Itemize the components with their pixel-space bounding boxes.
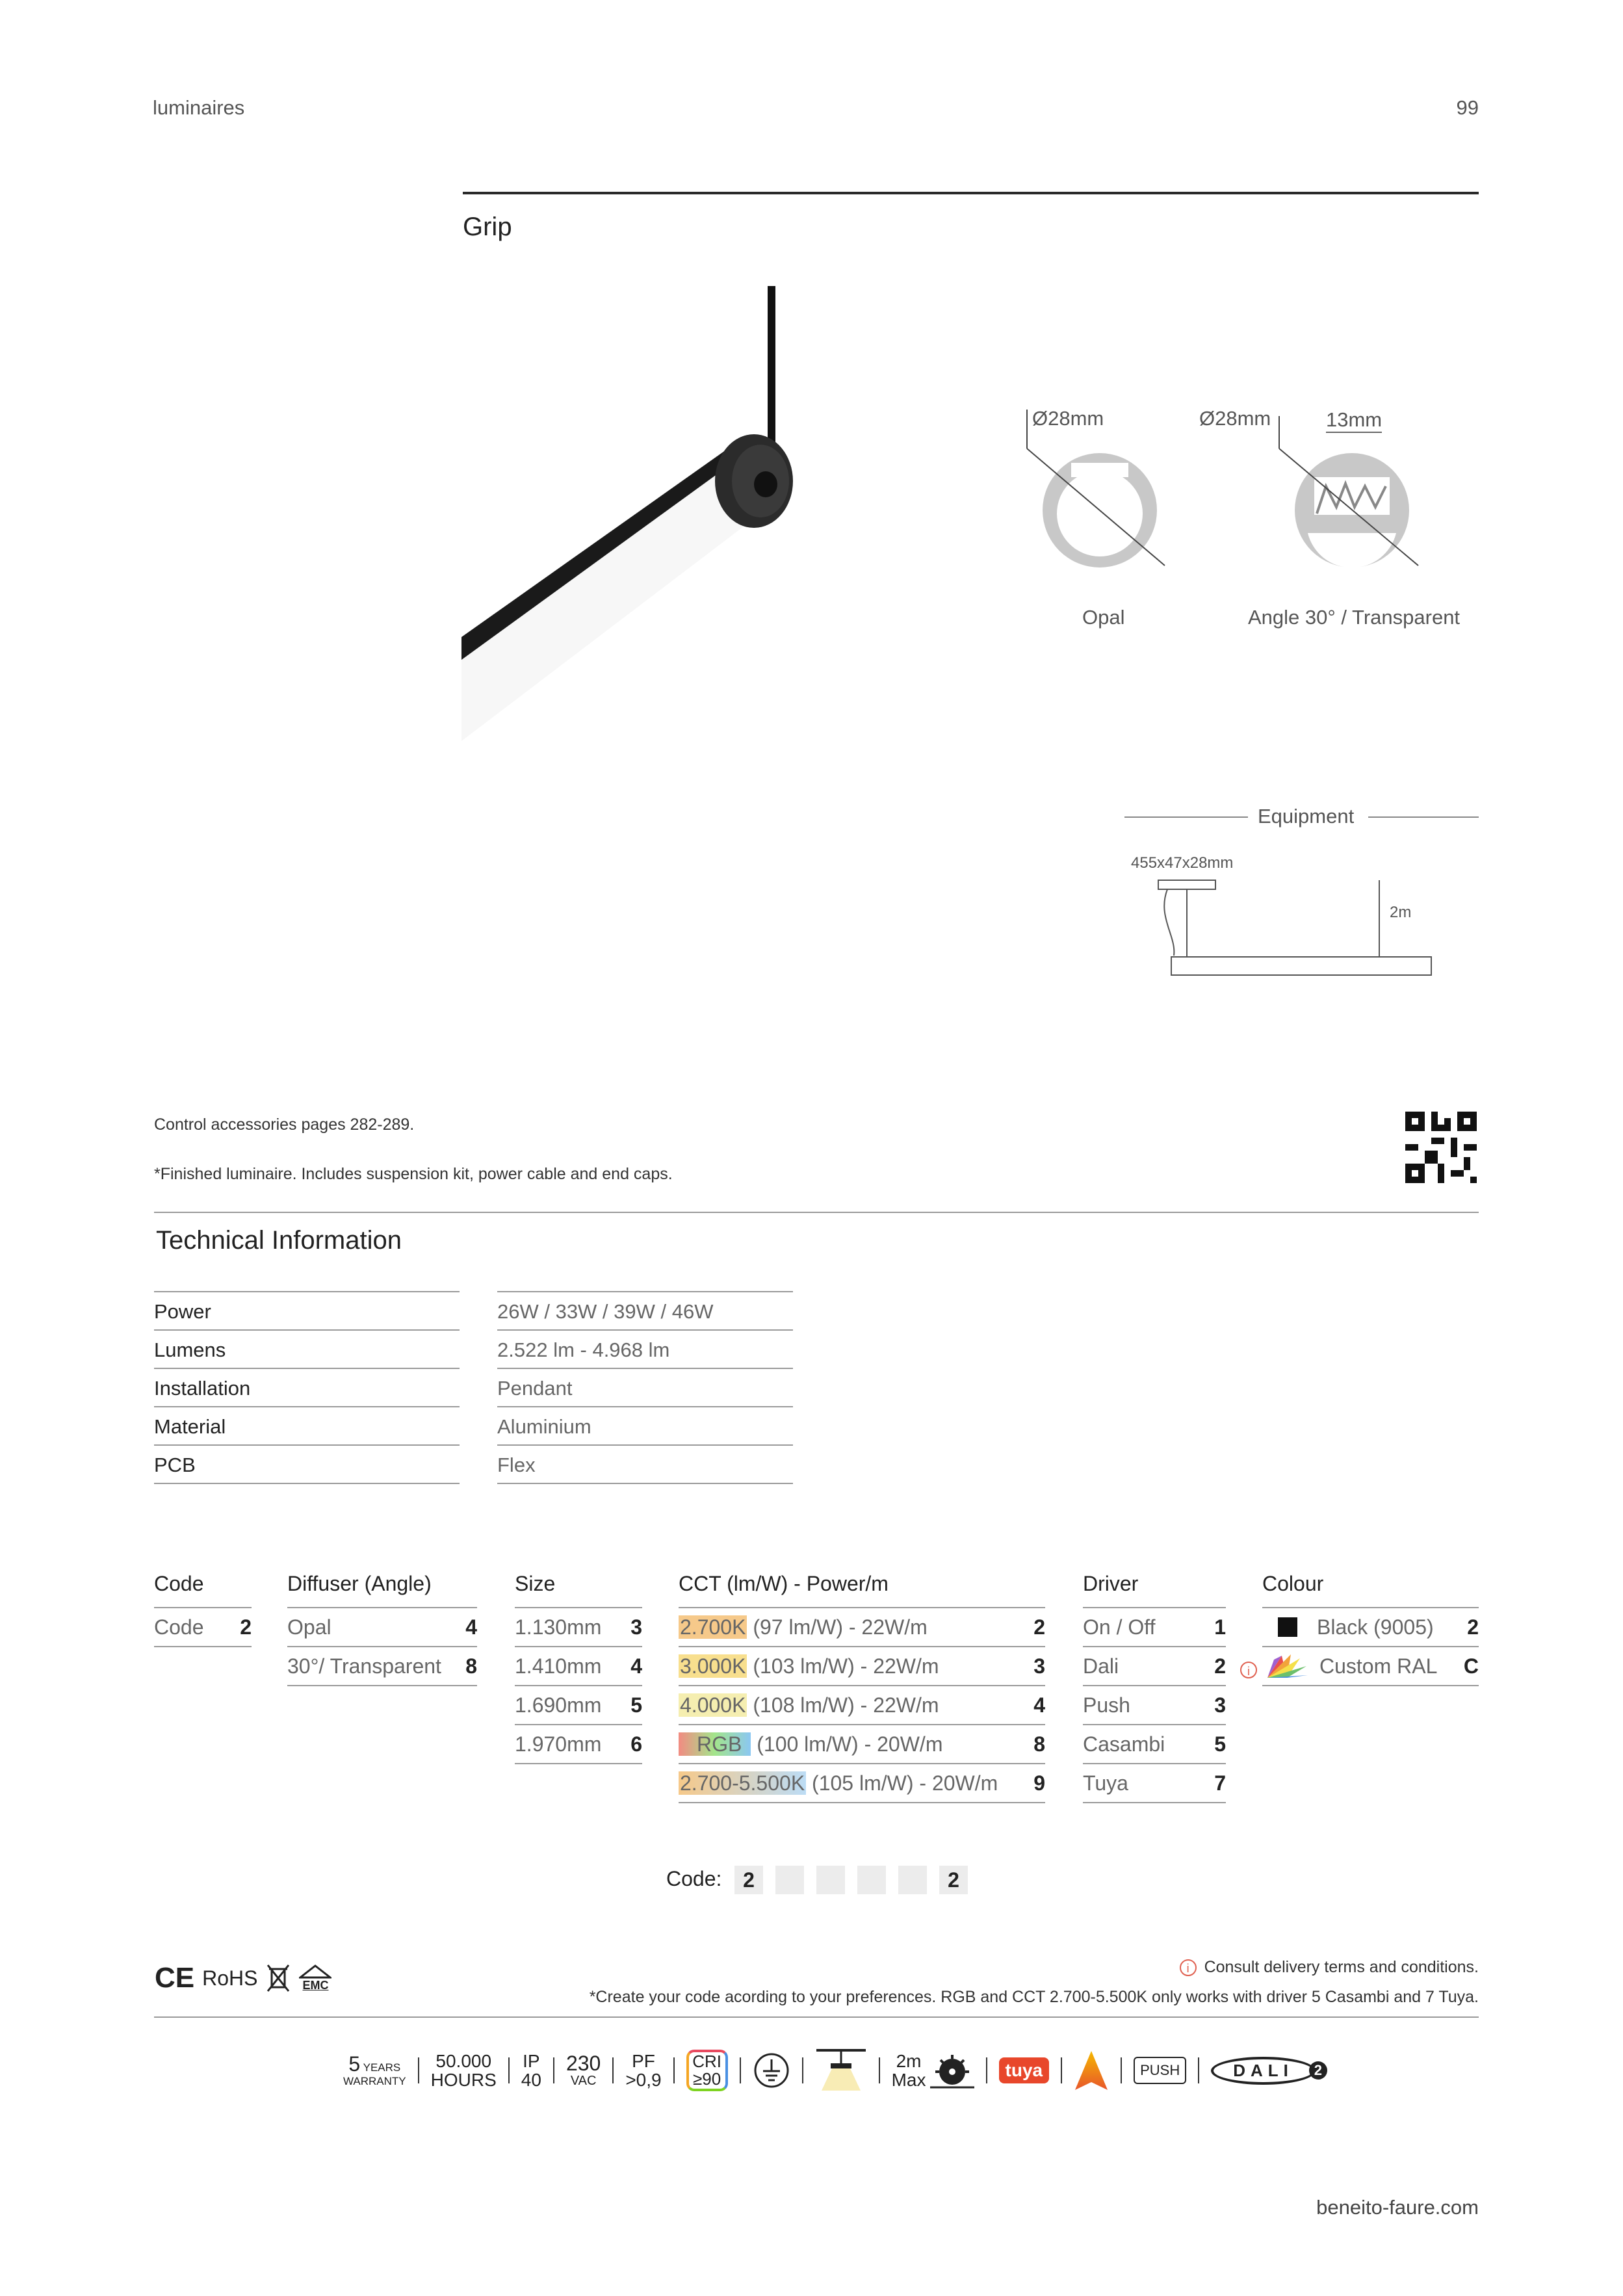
code-box-2[interactable] (775, 1866, 804, 1894)
size-option-code: 6 (630, 1732, 642, 1756)
black-swatch-icon (1278, 1617, 1297, 1637)
diffuser-head: Diffuser (Angle) (287, 1572, 432, 1595)
driver-option-row[interactable] (1083, 1647, 1226, 1686)
cct-option-code: 2 (1033, 1615, 1045, 1639)
info-icon[interactable]: i (1240, 1662, 1257, 1678)
hours-badge (431, 2052, 497, 2090)
cri-label: CRI (692, 2051, 721, 2071)
page-number: 99 (1456, 96, 1479, 119)
warranty-badge (343, 2054, 406, 2087)
equipment-box-size: 455x47x28mm (1131, 854, 1234, 872)
colour-head: Colour (1262, 1572, 1324, 1595)
ip-label: IP (523, 2050, 540, 2071)
create-code-note: *Create your code acording to your preferences. RGB and CCT 2.700-5.500K only works with driver 5 Casambi and 7 Tuya. (589, 1988, 1479, 2006)
angle-width: 13mm (1326, 408, 1382, 433)
size-option-label: 1.130mm (515, 1615, 602, 1639)
cable-length-value: 2m (896, 2050, 922, 2071)
divider (879, 2057, 880, 2083)
divider (418, 2057, 419, 2083)
size-option-row[interactable] (515, 1608, 642, 1647)
cct-option-row[interactable] (679, 1608, 1045, 1647)
weee-bin-icon (265, 1963, 291, 1994)
divider (508, 2057, 510, 2083)
divider (612, 2057, 614, 2083)
tech-key-power: Power (154, 1292, 460, 1331)
size-option-row[interactable] (515, 1647, 642, 1686)
colour-option-code: C (1463, 1654, 1479, 1678)
code-option-row (154, 1608, 252, 1647)
driver-option-code: 2 (1214, 1654, 1226, 1678)
cri-value: ≥90 (693, 2069, 721, 2089)
divider (673, 2057, 675, 2083)
diffuser-option-code: 4 (465, 1615, 477, 1639)
opal-section-drawing (1014, 410, 1176, 585)
tech-value-power: 26W / 33W / 39W / 46W (497, 1292, 793, 1331)
driver-option-row[interactable] (1083, 1725, 1226, 1764)
cct-tag: 3.000K (680, 1654, 746, 1678)
cct-tag: 2.700K (680, 1615, 746, 1639)
earth-ground-icon (753, 2052, 790, 2089)
driver-head: Driver (1083, 1572, 1139, 1595)
cct-tag: 4.000K (680, 1693, 746, 1717)
spec-icon-strip (343, 2041, 1327, 2100)
driver-option-label: Casambi (1083, 1732, 1165, 1756)
size-option-label: 1.410mm (515, 1654, 602, 1678)
tech-value-installation: Pendant (497, 1369, 793, 1407)
ce-mark-icon: CE (155, 1962, 195, 1994)
cct-tag: 2.700-5.500K (680, 1771, 805, 1795)
ip-value: 40 (521, 2070, 541, 2090)
divider (740, 2057, 741, 2083)
ip-badge (521, 2052, 541, 2090)
divider (553, 2057, 554, 2083)
size-option-code: 4 (630, 1654, 642, 1678)
cct-detail: (105 lm/W) - 20W/m (806, 1771, 998, 1795)
cable-length-badge (892, 2052, 926, 2090)
technical-title: Technical Information (156, 1226, 402, 1255)
footer-rule (154, 2016, 1479, 2018)
voltage-number: 230 (565, 2051, 601, 2075)
dali-text: DALI (1211, 2057, 1316, 2085)
driver-option-row[interactable] (1083, 1764, 1226, 1803)
casambi-logo-icon (1074, 2050, 1109, 2091)
colour-option-label: Custom RAL (1319, 1654, 1438, 1678)
driver-option-code: 1 (1214, 1615, 1226, 1639)
cct-detail: (97 lm/W) - 22W/m (747, 1615, 928, 1639)
code-option-label: Code (154, 1615, 204, 1639)
tech-key-installation: Installation (154, 1369, 460, 1407)
push-logo: PUSH (1134, 2057, 1186, 2084)
product-image (455, 286, 858, 741)
title-rule (463, 192, 1479, 194)
hours-word: HOURS (430, 2070, 497, 2090)
size-option-label: 1.970mm (515, 1732, 602, 1756)
info-icon: i (1180, 1959, 1197, 1976)
cable-length-word: Max (891, 2070, 926, 2090)
cct-detail: (103 lm/W) - 22W/m (747, 1654, 939, 1678)
tech-key-pcb: PCB (154, 1446, 460, 1484)
cct-option-row[interactable] (679, 1686, 1045, 1725)
opal-label: Opal (1082, 606, 1125, 629)
tuya-logo: tuya (999, 2057, 1050, 2083)
code-head: Code (154, 1572, 204, 1595)
equipment-rule-right (1368, 816, 1479, 818)
emc-mark (299, 1964, 331, 1992)
pf-badge (625, 2052, 661, 2090)
dali-version: 2 (1309, 2061, 1327, 2080)
cct-option-row[interactable] (679, 1764, 1045, 1803)
driver-option-label: On / Off (1083, 1615, 1156, 1639)
warranty-unit: YEARS (363, 2061, 401, 2074)
cct-option-code: 8 (1033, 1732, 1045, 1756)
pf-label: PF (632, 2050, 655, 2071)
code-option-value: 2 (240, 1615, 252, 1639)
cct-option-code: 4 (1033, 1693, 1045, 1717)
cct-option-code: 9 (1033, 1771, 1045, 1795)
size-option-row[interactable] (515, 1686, 642, 1725)
colour-option-code: 2 (1467, 1615, 1479, 1639)
color-fan-icon (1262, 1652, 1310, 1680)
pf-value: >0,9 (625, 2070, 662, 2090)
driver-option-row[interactable] (1083, 1686, 1226, 1725)
voltage-badge (566, 2053, 601, 2089)
driver-option-code: 7 (1214, 1771, 1226, 1795)
divider (1198, 2057, 1199, 2083)
code-box-6: 2 (939, 1866, 968, 1894)
hours-number: 50.000 (435, 2050, 492, 2071)
tech-value-lumens: 2.522 lm - 4.968 lm (497, 1331, 793, 1369)
size-option-row[interactable] (515, 1725, 642, 1764)
driver-option-row[interactable] (1083, 1608, 1226, 1647)
driver-option-label: Push (1083, 1693, 1130, 1717)
code-box-3[interactable] (816, 1866, 845, 1894)
driver-option-code: 3 (1214, 1693, 1226, 1717)
dali-logo (1211, 2057, 1327, 2085)
emc-triangle-icon (299, 1964, 331, 1979)
cut-to-size-saw-icon (930, 2051, 974, 2090)
voltage-word: VAC (570, 2074, 597, 2089)
size-option-code: 5 (630, 1693, 642, 1717)
divider (986, 2057, 987, 2083)
code-box-5[interactable] (898, 1866, 927, 1894)
code-box-4[interactable] (857, 1866, 886, 1894)
angle-label: Angle 30° / Transparent (1248, 606, 1461, 629)
driver-option-label: Dali (1083, 1654, 1119, 1678)
size-option-label: 1.690mm (515, 1693, 602, 1717)
angle-section-drawing (1267, 410, 1430, 585)
equipment-rule-left (1124, 816, 1248, 818)
diffuser-option-label: Opal (287, 1615, 331, 1639)
consult-text: Consult delivery terms and conditions. (1204, 1958, 1479, 1976)
cri-badge (686, 2050, 728, 2091)
equipment-label: Equipment (1258, 805, 1355, 828)
tech-rule (154, 1212, 1479, 1213)
driver-option-label: Tuya (1083, 1771, 1128, 1795)
warranty-number: 5 (348, 2052, 361, 2076)
diffuser-option-transparent[interactable] (287, 1647, 477, 1686)
rohs-label: RoHS (202, 1966, 258, 1990)
warranty-word: WARRANTY (343, 2074, 406, 2087)
colour-option-custom[interactable] (1262, 1647, 1479, 1686)
diffuser-option-opal[interactable] (287, 1608, 477, 1647)
size-head: Size (515, 1572, 556, 1595)
code-box-1: 2 (734, 1866, 763, 1894)
opal-diameter: Ø28mm (1032, 407, 1104, 430)
tech-key-lumens: Lumens (154, 1331, 460, 1369)
colour-option-black[interactable] (1262, 1608, 1479, 1647)
cct-option-row[interactable] (679, 1647, 1045, 1686)
divider (1121, 2057, 1122, 2083)
finished-note: *Finished luminaire. Includes suspension kit, power cable and end caps. (154, 1165, 673, 1183)
cct-detail: (108 lm/W) - 22W/m (747, 1693, 939, 1717)
section-label: luminaires (153, 96, 245, 119)
cct-head: CCT (lm/W) - Power/m (679, 1572, 889, 1595)
divider (1061, 2057, 1062, 2083)
cct-option-row[interactable] (679, 1725, 1045, 1764)
equipment-drawing (1150, 871, 1436, 988)
product-title: Grip (463, 213, 512, 241)
cable-length-label: 2m (1390, 904, 1412, 921)
diffuser-option-label: 30°/ Transparent (287, 1654, 441, 1678)
control-note: Control accessories pages 282-289. (154, 1115, 415, 1134)
driver-option-code: 5 (1214, 1732, 1226, 1756)
cct-detail: (100 lm/W) - 20W/m (751, 1732, 943, 1756)
colour-option-label: Black (9005) (1317, 1615, 1434, 1639)
certifications (155, 1962, 331, 1994)
pendant-light-icon (815, 2048, 867, 2093)
angle-diameter: Ø28mm (1199, 407, 1271, 430)
consult-note (1180, 1958, 1479, 1977)
tech-value-pcb: Flex (497, 1446, 793, 1484)
cct-tag: RGB (679, 1732, 751, 1756)
divider (802, 2057, 803, 2083)
website[interactable]: beneito-faure.com (1316, 2196, 1479, 2219)
tech-key-material: Material (154, 1407, 460, 1446)
size-option-code: 3 (630, 1615, 642, 1639)
qr-code[interactable] (1405, 1112, 1477, 1183)
emc-label: EMC (302, 1978, 329, 1992)
tech-value-material: Aluminium (497, 1407, 793, 1446)
cct-option-code: 3 (1033, 1654, 1045, 1678)
diffuser-option-code: 8 (465, 1654, 477, 1678)
code-builder-label: Code: (666, 1867, 722, 1890)
